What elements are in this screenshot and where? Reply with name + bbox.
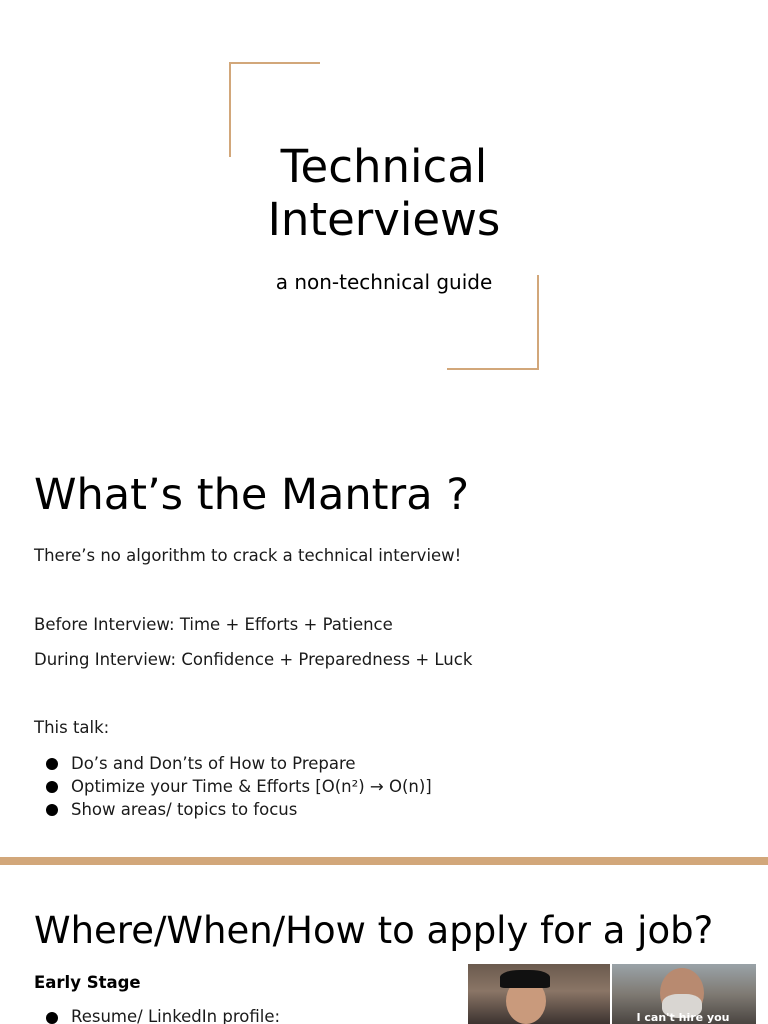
list-item <box>34 798 432 821</box>
bullet-dot-icon <box>46 1012 58 1024</box>
apply-heading: Where/When/How to apply for a job? <box>34 909 714 952</box>
mantra-intro: There’s no algorithm to crack a technical interview! <box>34 546 462 565</box>
slide-divider <box>0 857 768 865</box>
cap-icon <box>500 970 550 988</box>
bullet-dot-icon <box>46 781 58 793</box>
meme-caption: I can't hire you <box>636 1011 730 1024</box>
list-item <box>34 752 432 775</box>
bullet-text: Show areas/ topics to focus <box>71 800 298 819</box>
mantra-heading: What’s the Mantra ? <box>34 470 470 520</box>
meme-panel-left <box>468 964 610 1024</box>
list-item <box>34 775 432 798</box>
list-item <box>34 1007 280 1024</box>
mantra-slide <box>0 440 768 857</box>
title-line-1: Technical <box>280 140 488 193</box>
slide-subtitle: a non-technical guide <box>275 270 493 294</box>
slide-title <box>200 140 568 246</box>
bullet-text: Do’s and Don’ts of How to Prepare <box>71 754 356 773</box>
bullet-text: Optimize your Time & Efforts [O(n²) → O(n)] <box>71 777 432 796</box>
title-line-2: Interviews <box>267 193 501 246</box>
talk-bullet-list <box>34 752 432 821</box>
talk-label: This talk: <box>34 718 110 737</box>
early-stage-label: Early Stage <box>34 973 141 992</box>
apply-slide <box>0 865 768 1024</box>
meme-image <box>468 964 756 1024</box>
bullet-dot-icon <box>46 804 58 816</box>
bullet-text: Resume/ LinkedIn profile: <box>71 1007 281 1024</box>
before-interview-line: Before Interview: Time + Efforts + Patience <box>34 615 393 634</box>
title-slide <box>0 0 768 440</box>
bullet-dot-icon <box>46 758 58 770</box>
during-interview-line: During Interview: Confidence + Preparedness + Luck <box>34 650 473 669</box>
